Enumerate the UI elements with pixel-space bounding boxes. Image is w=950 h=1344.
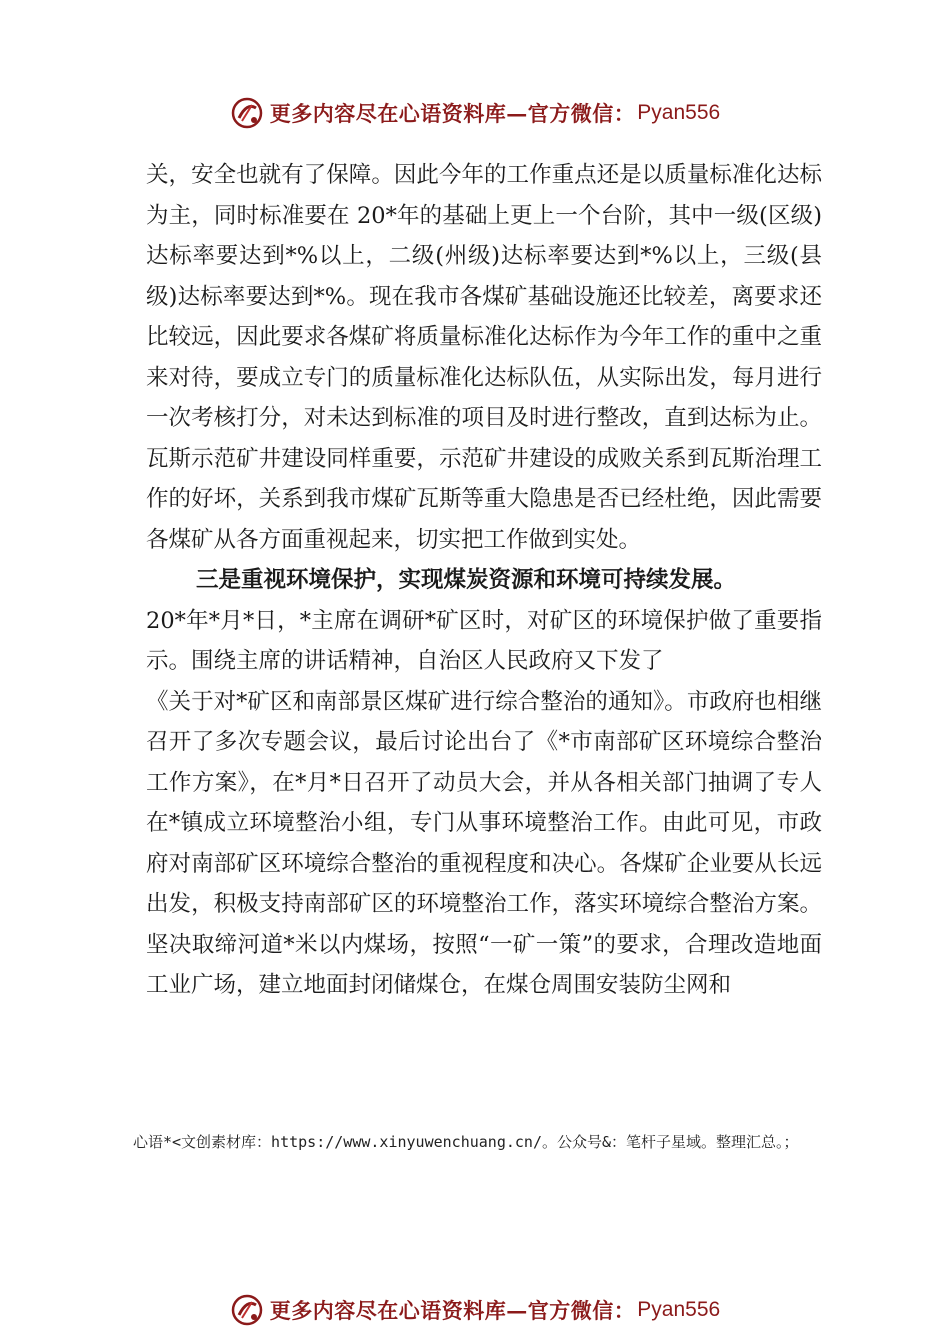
footer-banner xyxy=(0,1290,950,1330)
section-heading-environment: 三是重视环境保护，实现煤炭资源和环境可持续发展。 xyxy=(196,567,737,593)
header-banner-wechat-id: Pyan556 xyxy=(637,101,721,124)
header-banner-text: 更多内容尽在心语资料库—官方微信： xyxy=(269,101,636,126)
paragraph-quality-standard: 关，安全也就有了保障。因此今年的工作重点还是以质量标准化达标为主，同时标准要在 20*年的基础上更上一个台阶，其中一级(区级)达标率要达到*%以上，二级(州级)达标率要达到*%以上，三级(县级)达标率要达到*%。现在我市各煤矿基础设施还比较差，离要求还比较远，因此要求各煤矿将质量标准化达标作为今年工作的重中之重来对待，要成立专门的质量标准化达标队伍，从实际出发，每月进行一次考核打分，对未达到标准的项目及时进行整改，直到达标为止。瓦斯示范矿井建设同样重要，示范矿井建设的成败关系到瓦斯治理工作的好坏，关系到我市煤矿瓦斯等重大隐患是否已经杜绝，因此需要各煤矿从各方面重视起来，切实把工作做到实处。 xyxy=(146,162,822,553)
seal-logo-icon xyxy=(230,96,264,130)
paragraph-chairman-visit: 20*年*月*日，*主席在调研*矿区时，对矿区的环境保护做了重要指示。围绕主席的讲话精神，自治区人民政府又下发了 xyxy=(146,607,822,674)
source-footnote: 心语*<文创素材库：https://www.xinyuwenchuang.cn/。公众号&：笔杆子星域。整理汇总。； xyxy=(133,1133,799,1151)
seal-logo-icon xyxy=(230,1293,264,1327)
document-body xyxy=(146,155,822,1006)
paragraph-rectification-notice: 《关于对*矿区和南部景区煤矿进行综合整治的通知》。市政府也相继召开了多次专题会议，最后讨论出台了《*市南部矿区环境综合整治工作方案》，在*月*日召开了动员大会，并从各相关部门抽调了专人在*镇成立环境整治小组，专门从事环境整治工作。由此可见，市政府对南部矿区环境综合整治的重视程度和决心。各煤矿企业要从长远出发，积极支持南部矿区的环境整治工作，落实环境综合整治方案。坚决取缔河道*米以内煤场，按照“一矿一策”的要求，合理改造地面工业广场，建立地面封闭储煤仓，在煤仓周围安装防尘网和 xyxy=(146,688,822,998)
footer-banner-wechat-id: Pyan556 xyxy=(637,1298,721,1321)
footer-banner-text: 更多内容尽在心语资料库—官方微信： xyxy=(269,1298,636,1323)
header-banner xyxy=(0,93,950,133)
